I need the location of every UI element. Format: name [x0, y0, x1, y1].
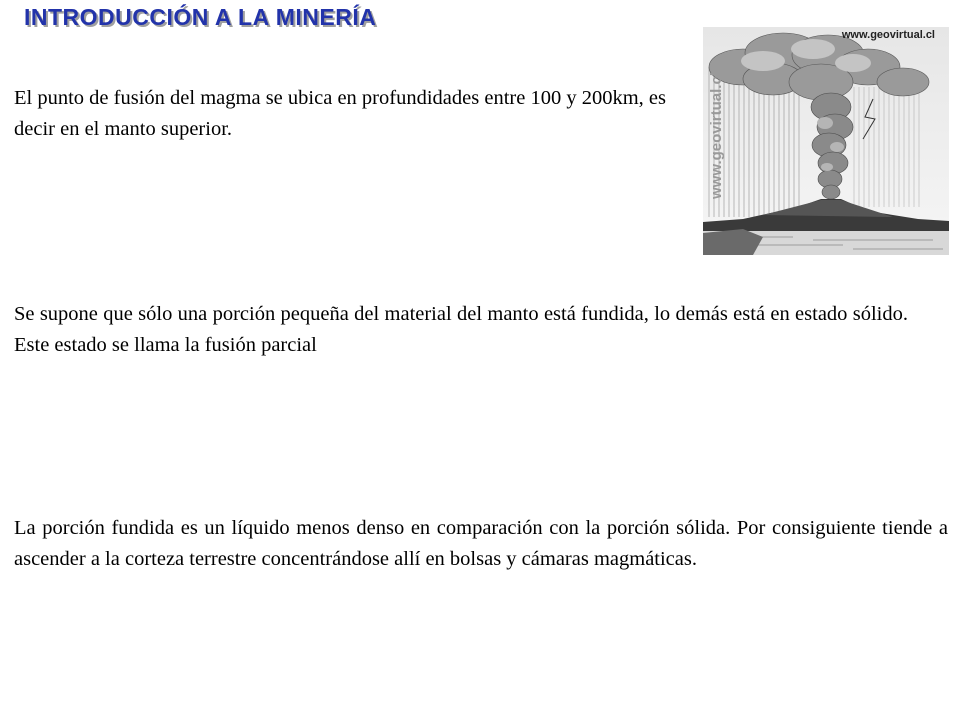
slide-title: INTRODUCCIÓN A LA MINERÍA [24, 4, 377, 30]
watermark-top: www.geovirtual.cl [841, 29, 935, 41]
paragraph-magma-fusion: El punto de fusión del magma se ubica en profundidades entre 100 y 200km, es decir en el manto superior. [14, 87, 666, 140]
volcano-eruption-illustration [703, 27, 949, 255]
paragraph-magma-ascent: La porción fundida es un líquido menos denso en comparación con la porción sólida. Por consiguiente tiende a ascender a la corteza terrestre concentrándose allí en bolsas y cámaras magmáticas. [14, 517, 948, 570]
watermark-side: www.geovirtual.cl [707, 72, 725, 199]
paragraph-partial-fusion: Se supone que sólo una porción pequeña del material del manto está fundida, lo demás está en estado sólido. Este estado se llama la fusión parcial [14, 303, 908, 356]
